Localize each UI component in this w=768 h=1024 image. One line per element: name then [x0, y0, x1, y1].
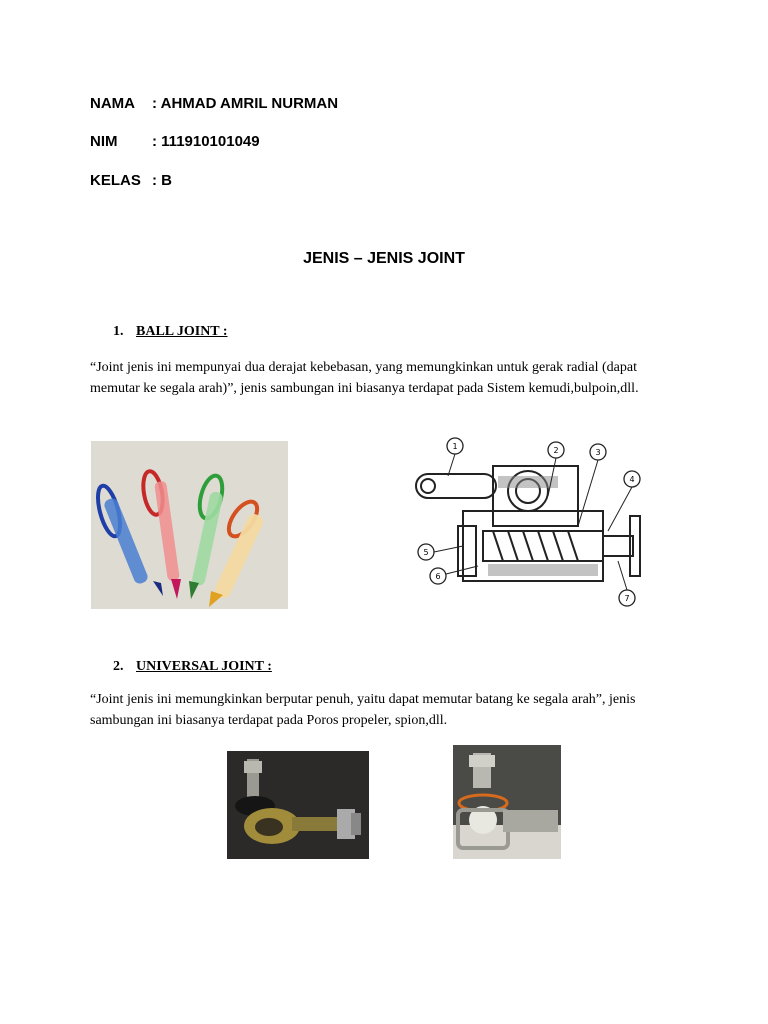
universal-joint-description: “Joint jenis ini memungkinkan berputar penuh, yaitu dapat memutar batang ke segala arah”, jenis sambungan ini biasanya terdapat pada Poros propeler, spion,dll. — [90, 692, 636, 728]
callout-7: 7 — [624, 594, 630, 603]
tie-rod-end-photo — [227, 751, 369, 859]
page-title: JENIS – JENIS JOINT — [303, 250, 465, 267]
class-label: KELAS — [90, 172, 141, 189]
section-title: BALL JOINT : — [136, 324, 228, 339]
pens-photo — [91, 441, 288, 609]
callout-3: 3 — [595, 448, 601, 457]
ball-joint-description: “Joint jenis ini mempunyai dua derajat kebebasan, yang memungkinkan untuk gerak radial (dapat memutar ke segala arah)”, jenis sambungan ini biasanya terdapat pada Sistem kemudi,bulpoin,dll. — [90, 360, 639, 396]
section-number: 2. — [113, 659, 124, 674]
name-value: : AHMAD AMRIL NURMAN — [152, 95, 339, 112]
section-title: UNIVERSAL JOINT : — [136, 659, 272, 674]
steering-gear-diagram — [408, 436, 646, 611]
class-value: : B — [152, 172, 172, 189]
callout-1: 1 — [452, 442, 458, 451]
name-label: NAMA — [90, 95, 135, 112]
callout-4: 4 — [629, 475, 635, 484]
callout-2: 2 — [553, 446, 559, 455]
nim-label: NIM — [90, 133, 118, 150]
nim-value: : 111910101049 — [152, 133, 260, 150]
callout-5: 5 — [423, 548, 429, 557]
ball-joint-cutaway-photo — [453, 745, 561, 859]
callout-6: 6 — [435, 572, 441, 581]
section-number: 1. — [113, 324, 124, 339]
